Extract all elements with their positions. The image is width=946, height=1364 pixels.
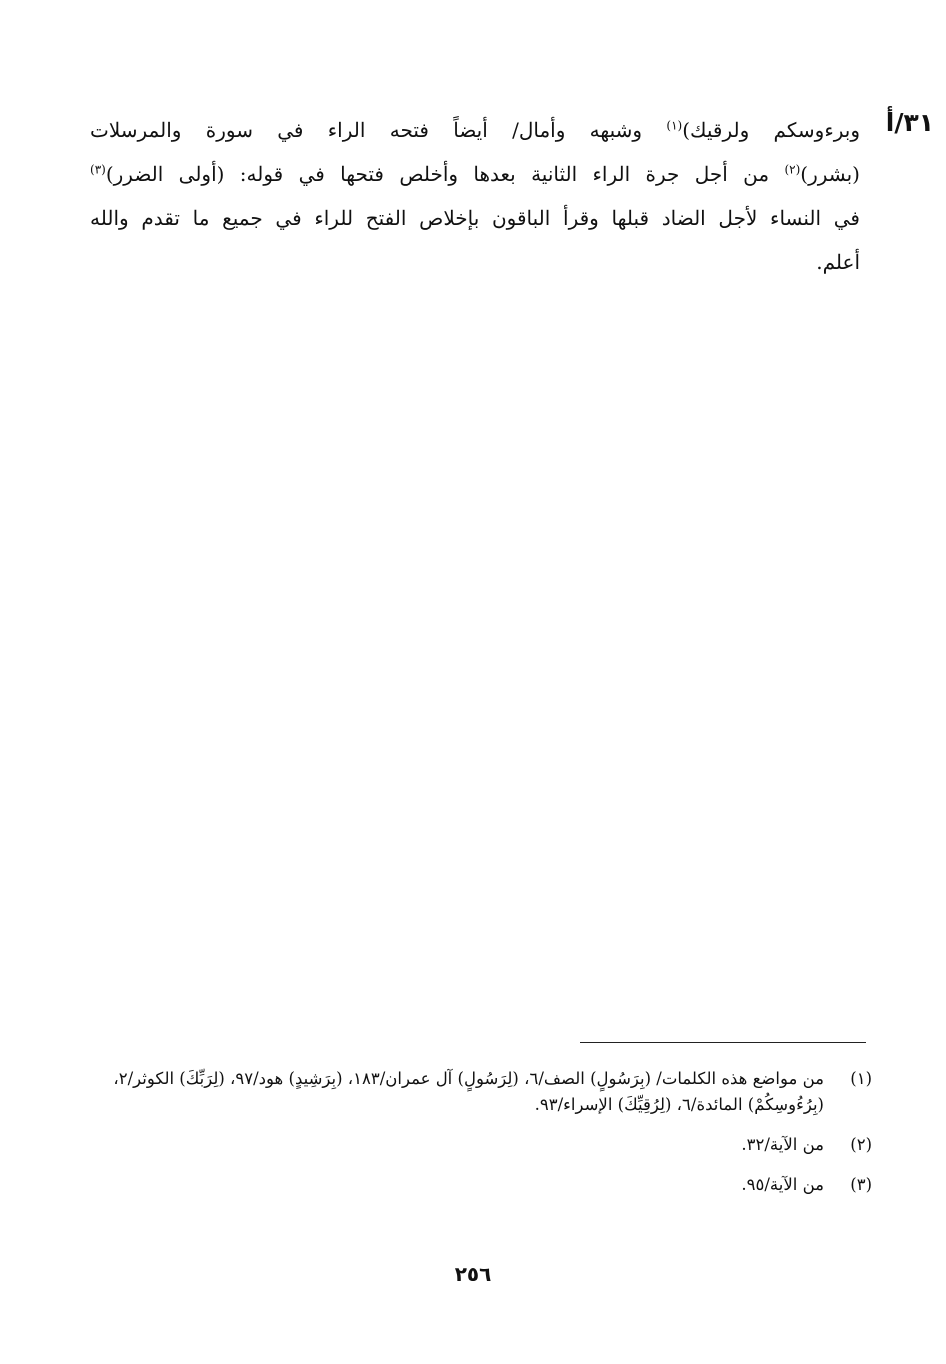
footnote-ref-1: (١) xyxy=(666,118,683,133)
footnote-ref-3: (٣) xyxy=(90,162,106,177)
main-text xyxy=(90,108,860,284)
footnote-number: (٢) xyxy=(850,1135,872,1154)
footnote-text: من الآية/٩٥. xyxy=(741,1175,824,1194)
footnote-1 xyxy=(82,1066,872,1118)
footnote-number: (٣) xyxy=(850,1175,872,1194)
footnote-text: من الآية/٣٢. xyxy=(741,1135,824,1154)
footnote-2 xyxy=(82,1132,872,1158)
footnote-3 xyxy=(82,1172,872,1198)
text-line-2: (بشرر)$^{(٢)}$ من أجل جرة الراء الثانية بعدها وأخلص فتحها في قوله: (أولى الضرر)$^{(٣)}$ xyxy=(90,162,860,186)
footnote-separator xyxy=(580,1042,866,1043)
text-line-3: في النساء لأجل الضاد قبلها وقرأ الباقون بإخلاص الفتح للراء في جميع ما تقدم والله xyxy=(90,206,860,230)
text-line-1: وبرءوسكم ولرقيك)$^{(١)}$ وشبهه وأمال/ أيضاً فتحه الراء في سورة والمرسلات xyxy=(90,118,860,142)
footnotes xyxy=(82,1066,872,1212)
text-line-4: أعلم. xyxy=(816,250,860,274)
page-number: ٢٥٦ xyxy=(454,1262,492,1286)
footnote-ref-2: (٢) xyxy=(784,162,801,177)
folio-marker: ٣١/أ xyxy=(885,108,934,137)
footnote-text: من مواضع هذه الكلمات/ (بِرَسُولٍ) الصف/٦، (لِرَسُولٍ) آل عمران/١٨٣، (بِرَشِيدٍ) هود/٩٧، (لِرَبِّكَ) الكوثر/٢، (بِرُءُوسِكُمْ) المائدة/٦، (لِرُقِيِّكَ) الإسراء/٩٣. xyxy=(113,1069,824,1114)
footnote-number: (١) xyxy=(850,1069,872,1088)
